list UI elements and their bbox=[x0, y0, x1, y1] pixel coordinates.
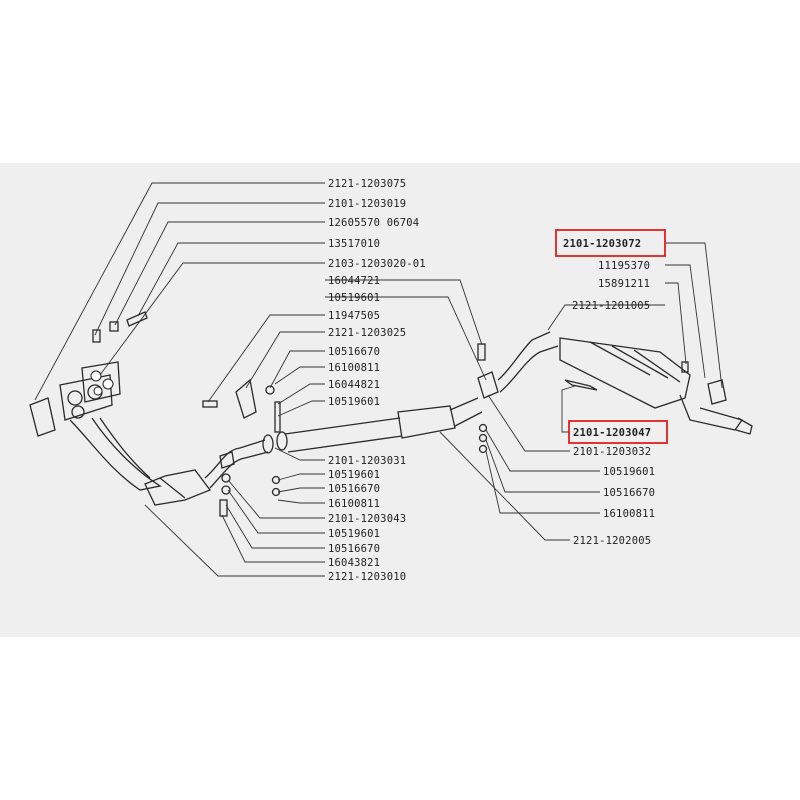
part-label: 2121-1201005 bbox=[572, 300, 651, 312]
central-resonator bbox=[398, 406, 455, 438]
part-label: 2101-1203032 bbox=[573, 446, 652, 458]
exhaust-drawing bbox=[30, 312, 752, 516]
part-label: 10516670 bbox=[328, 543, 381, 555]
part-label: 2101-1203019 bbox=[328, 198, 407, 210]
part-label: 16100811 bbox=[603, 508, 656, 520]
manifold-flange bbox=[30, 398, 55, 436]
part-label: 2121-1203025 bbox=[328, 327, 407, 339]
part-label: 10516670 bbox=[328, 483, 381, 495]
part-label: 2121-1202005 bbox=[573, 535, 652, 547]
part-label: 16044821 bbox=[328, 379, 381, 391]
part-label: 11195370 bbox=[598, 260, 651, 272]
part-label: 10516670 bbox=[328, 346, 381, 358]
part-label: 16044721 bbox=[328, 275, 381, 287]
intermediate-pipe bbox=[205, 440, 265, 478]
part-label: 2121-1203010 bbox=[328, 571, 407, 583]
part-label-highlighted: 2101-1203047 bbox=[573, 427, 652, 439]
part-label: 16100811 bbox=[328, 498, 381, 510]
part-label: 10519601 bbox=[328, 528, 381, 540]
part-label: 15891211 bbox=[598, 278, 651, 290]
part-label: 12605570 06704 bbox=[328, 217, 420, 229]
part-label: 2121-1203075 bbox=[328, 178, 407, 190]
part-label: 16043821 bbox=[328, 557, 381, 569]
part-label: 10519601 bbox=[328, 469, 381, 481]
part-label-highlighted: 2101-1203072 bbox=[563, 238, 642, 250]
part-label: 13517010 bbox=[328, 238, 381, 250]
part-label: 2101-1203043 bbox=[328, 513, 407, 525]
front-pipe bbox=[70, 418, 160, 490]
part-label: 2101-1203031 bbox=[328, 455, 407, 467]
part-label: 10519601 bbox=[603, 466, 656, 478]
part-label: 16100811 bbox=[328, 362, 381, 374]
part-label: 10519601 bbox=[328, 292, 381, 304]
part-label: 10519601 bbox=[328, 396, 381, 408]
part-label: 10516670 bbox=[603, 487, 656, 499]
rear-muffler bbox=[560, 338, 690, 408]
part-number-labels bbox=[328, 178, 655, 583]
part-label: 11947505 bbox=[328, 310, 381, 322]
part-label: 2103-1203020-01 bbox=[328, 258, 426, 270]
